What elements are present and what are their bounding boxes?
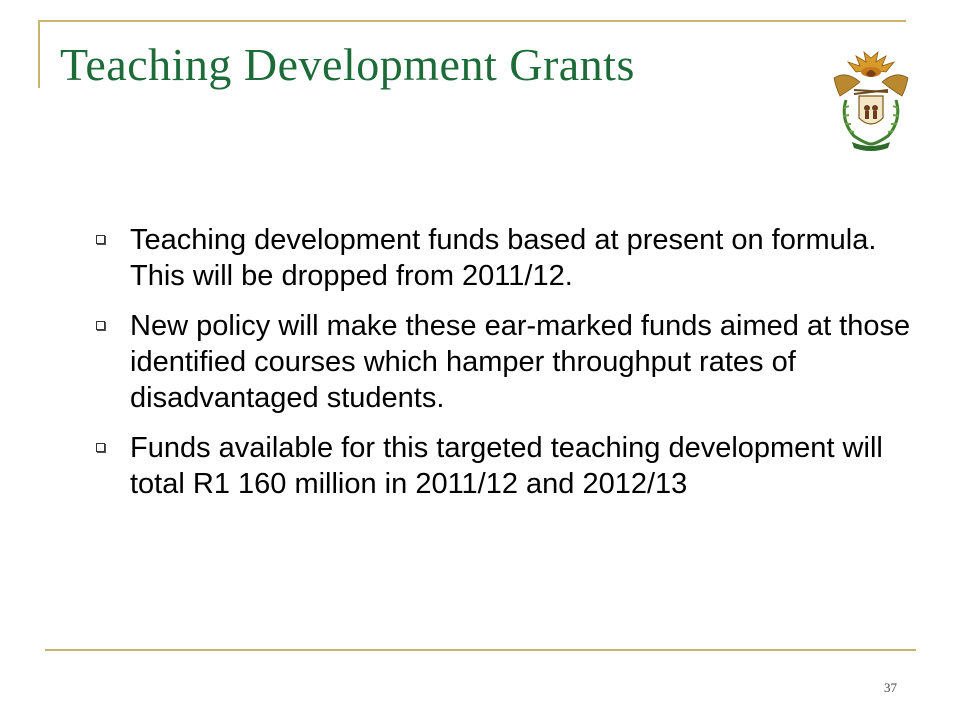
top-rule <box>38 20 906 22</box>
bullet-list <box>96 222 916 516</box>
page-number: 37 <box>884 680 897 695</box>
list-item <box>96 222 916 294</box>
list-item <box>96 308 916 416</box>
list-item <box>96 430 916 502</box>
bullet-text: Funds available for this targeted teaching development will total R1 160 million in 2011/12 and 2012/13 <box>130 432 883 500</box>
left-rule <box>38 20 40 88</box>
slide-title: Teaching Development Grants <box>60 39 635 90</box>
bullet-text: New policy will make these ear-marked funds aimed at those identified courses which hamper throughput rates of disadvantaged students. <box>130 310 911 414</box>
checkbox-bullet-icon <box>96 443 105 452</box>
bullet-text: Teaching development funds based at present on formula. This will be dropped from 2011/12. <box>130 224 877 292</box>
bottom-rule <box>45 649 916 651</box>
checkbox-bullet-icon <box>96 321 105 330</box>
checkbox-bullet-icon <box>96 235 105 244</box>
coat-of-arms-icon <box>826 50 916 154</box>
